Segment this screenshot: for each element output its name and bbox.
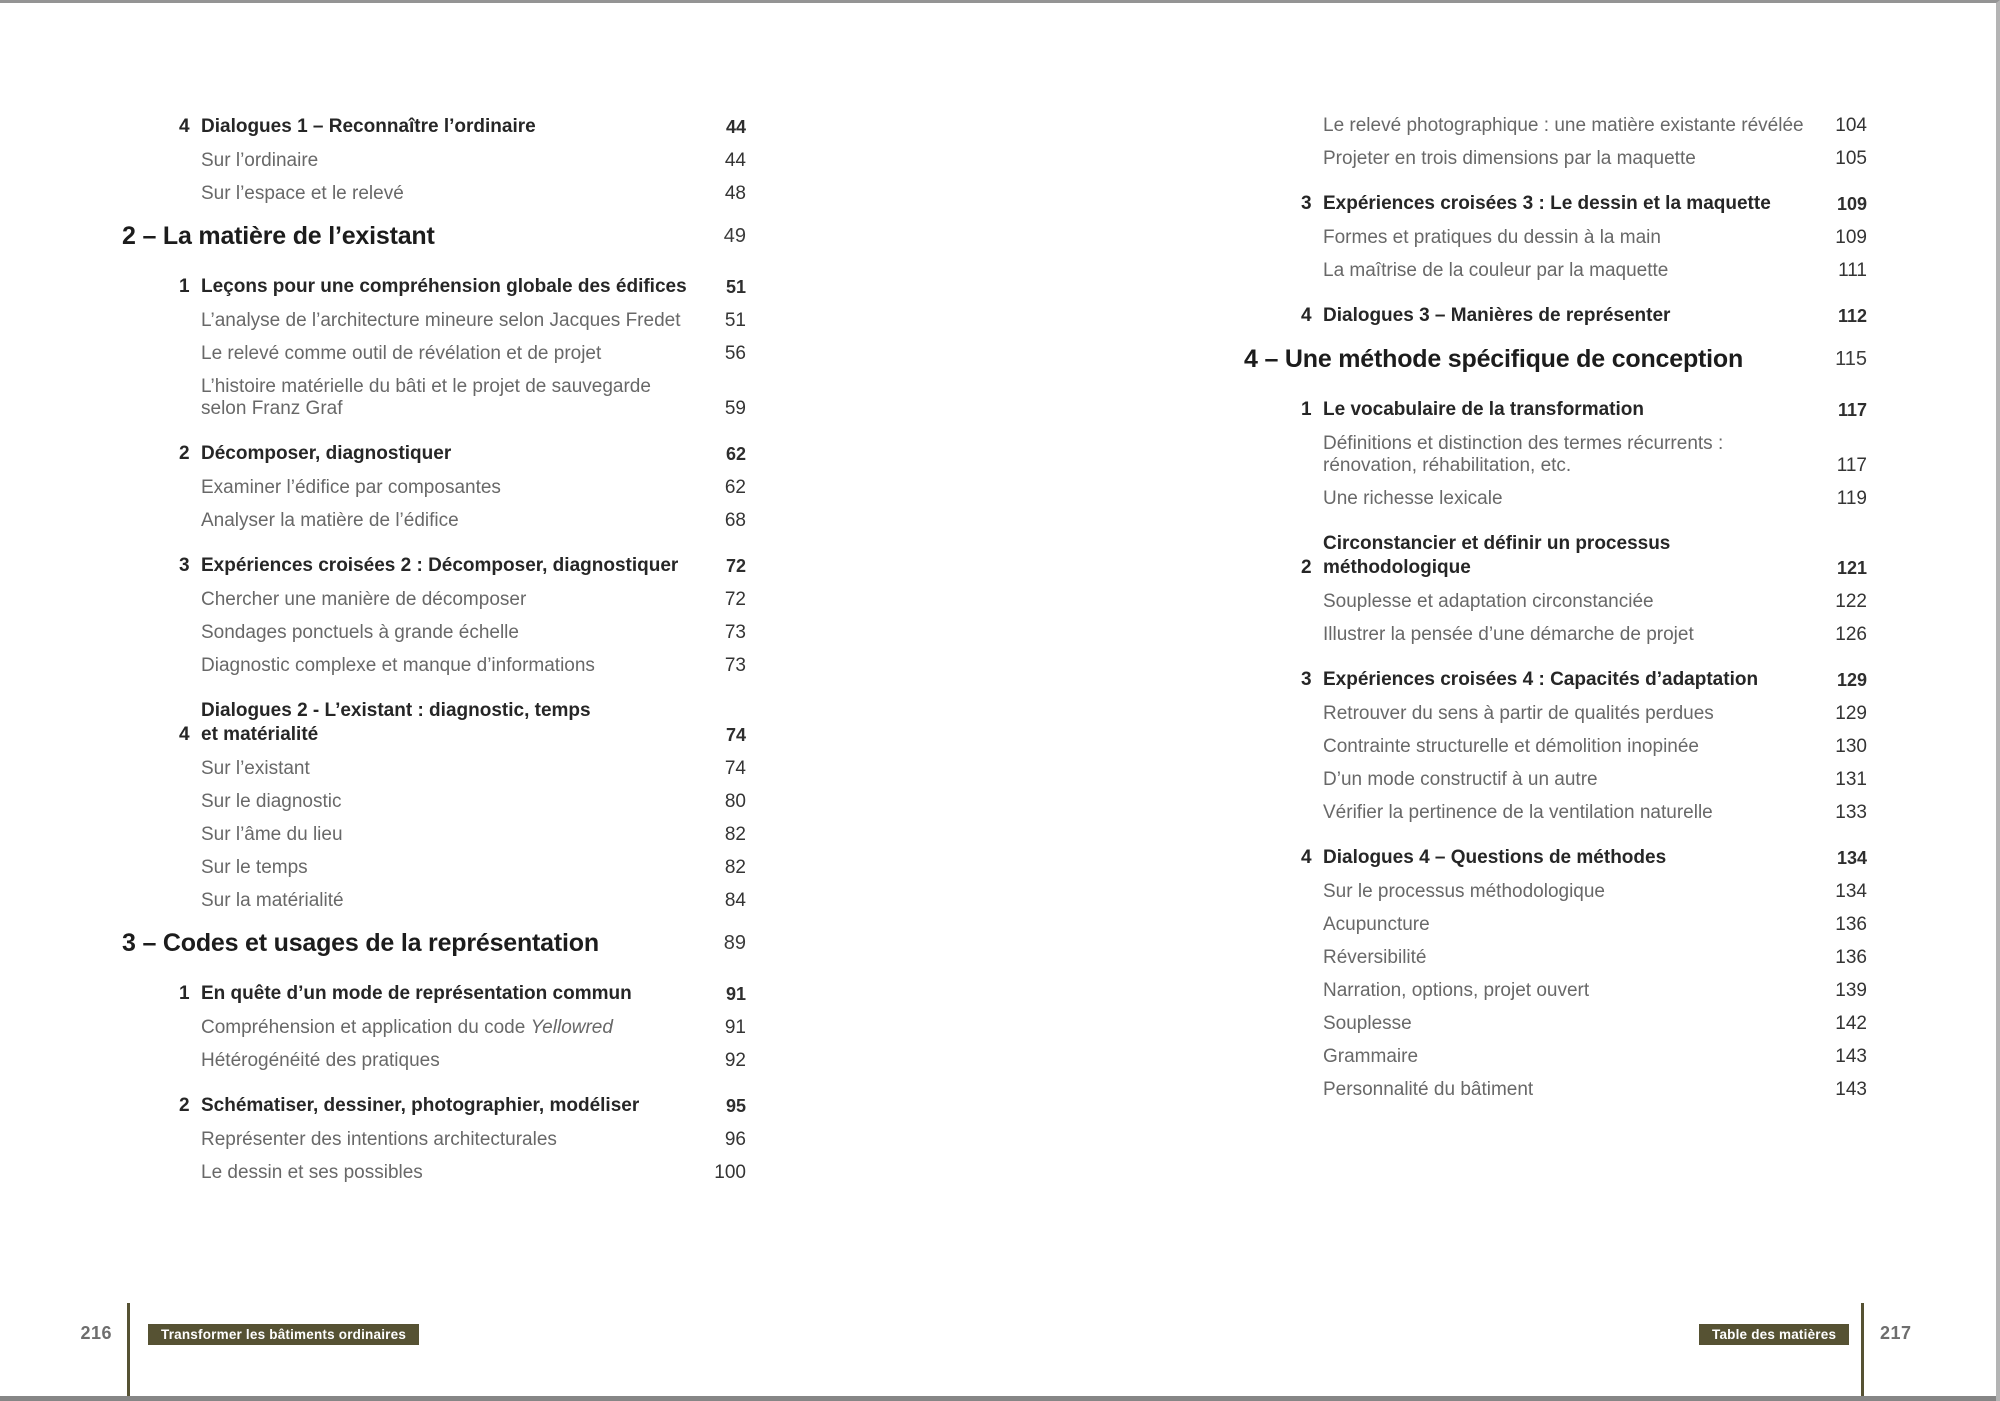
toc-chapter xyxy=(1244,192,1867,216)
entry-title: Réversibilité xyxy=(1323,947,1427,968)
entry-title: Dialogues 4 – Questions de méthodes xyxy=(1323,847,1667,868)
entry-title: Le dessin et ses possibles xyxy=(201,1162,423,1183)
entry-title: Narration, options, projet ouvert xyxy=(1323,980,1590,1001)
chapter-number: 4 xyxy=(1301,847,1312,868)
toc-item xyxy=(1244,914,1867,936)
toc-part xyxy=(122,927,746,959)
toc-item xyxy=(122,310,746,332)
entry-page: 92 xyxy=(724,1050,746,1071)
entry-title: Formes et pratiques du dessin à la main xyxy=(1323,227,1661,248)
entry-page: 73 xyxy=(724,655,746,676)
entry-page: 136 xyxy=(1835,947,1867,968)
toc-item xyxy=(1244,736,1867,758)
entry-title: Illustrer la pensée d’une démarche de projet xyxy=(1323,624,1694,645)
entry-title: Leçons pour une compréhension globale des édifices xyxy=(201,276,687,297)
entry-page: 109 xyxy=(1835,227,1867,248)
entry-title: Vérifier la pertinence de la ventilation naturelle xyxy=(1323,802,1713,823)
chapter-number: 1 xyxy=(179,983,190,1004)
toc-part xyxy=(122,220,746,252)
entry-title: Chercher une manière de décomposer xyxy=(201,589,527,610)
entry-page: 105 xyxy=(1835,148,1867,169)
toc-item xyxy=(122,343,746,365)
entry-title: Expériences croisées 2 : Décomposer, diagnostiquer xyxy=(201,555,679,576)
entry-title: Souplesse xyxy=(1323,1013,1412,1034)
chapter-number: 3 xyxy=(179,555,190,576)
entry-page: 84 xyxy=(724,890,746,911)
entry-page: 143 xyxy=(1835,1079,1867,1100)
entry-title-italic: Yellowred xyxy=(530,1017,613,1038)
toc-chapter xyxy=(1244,846,1867,870)
toc-item xyxy=(1244,488,1867,510)
entry-title: Sur la matérialité xyxy=(201,890,344,911)
entry-title: La maîtrise de la couleur par la maquette xyxy=(1323,260,1669,281)
toc-chapter xyxy=(122,1094,746,1118)
entry-title: Analyser la matière de l’édifice xyxy=(201,510,459,531)
running-title-badge-left: Transformer les bâtiments ordinaires xyxy=(148,1324,419,1345)
chapter-number: 1 xyxy=(1301,399,1312,420)
entry-title: Examiner l’édifice par composantes xyxy=(201,477,501,498)
chapter-number: 3 xyxy=(1301,669,1312,690)
toc-chapter xyxy=(122,699,746,747)
entry-page: 139 xyxy=(1835,980,1867,1001)
entry-page: 131 xyxy=(1835,769,1867,790)
entry-page: 109 xyxy=(1836,194,1867,214)
toc-chapter xyxy=(1244,398,1867,422)
toc-chapter xyxy=(122,275,746,299)
entry-page: 48 xyxy=(724,183,746,204)
toc-item xyxy=(1244,227,1867,249)
entry-page: 49 xyxy=(723,225,746,247)
folio-right: 217 xyxy=(1880,1323,1912,1343)
entry-title: Décomposer, diagnostiquer xyxy=(201,443,452,464)
entry-title: Schématiser, dessiner, photographier, modéliser xyxy=(201,1095,640,1116)
entry-page: 134 xyxy=(1835,881,1867,902)
entry-page: 80 xyxy=(724,791,746,812)
toc-item xyxy=(122,1050,746,1072)
toc-item xyxy=(122,890,746,912)
entry-title: D’un mode constructif à un autre xyxy=(1323,769,1598,790)
chapter-number: 2 xyxy=(1301,557,1312,578)
entry-title: Circonstancier et définir un processus méthodologique xyxy=(1323,533,1671,578)
entry-page: 62 xyxy=(724,477,746,498)
entry-title: Le relevé comme outil de révélation et de projet xyxy=(201,343,602,364)
toc-item xyxy=(1244,624,1867,646)
toc-item xyxy=(122,824,746,846)
entry-page: 100 xyxy=(714,1162,746,1183)
entry-page: 72 xyxy=(724,589,746,610)
toc-column-right xyxy=(1244,115,1867,1101)
footer-rule-right xyxy=(1861,1303,1864,1399)
entry-page: 112 xyxy=(1837,306,1867,326)
entry-title: Sur le processus méthodologique xyxy=(1323,881,1606,902)
entry-page: 111 xyxy=(1838,260,1867,281)
toc-chapter xyxy=(1244,668,1867,692)
toc-item xyxy=(1244,703,1867,725)
toc-item xyxy=(122,477,746,499)
toc-chapter xyxy=(122,442,746,466)
entry-title: Expériences croisées 4 : Capacités d’adaptation xyxy=(1323,669,1759,690)
entry-page: 82 xyxy=(724,857,746,878)
chapter-number: 4 xyxy=(1301,305,1312,326)
entry-page: 115 xyxy=(1835,348,1867,370)
toc-item xyxy=(122,1162,746,1184)
entry-title: 4 – Une méthode spécifique de conception xyxy=(1244,345,1744,373)
entry-page: 91 xyxy=(724,1017,746,1038)
entry-page: 133 xyxy=(1835,802,1867,823)
entry-title: Acupuncture xyxy=(1323,914,1430,935)
entry-page: 129 xyxy=(1835,703,1867,724)
entry-title: Une richesse lexicale xyxy=(1323,488,1503,509)
entry-page: 72 xyxy=(725,556,746,576)
entry-title: Souplesse et adaptation circonstanciée xyxy=(1323,591,1654,612)
toc-item xyxy=(122,589,746,611)
entry-title: 3 – Codes et usages de la représentation xyxy=(122,929,599,957)
chapter-number: 2 xyxy=(179,443,190,464)
entry-title: Définitions et distinction des termes récurrents : rénovation, réhabilitation, etc. xyxy=(1323,433,1724,476)
entry-page: 62 xyxy=(725,444,746,464)
entry-page: 117 xyxy=(1837,400,1867,420)
toc-item xyxy=(122,857,746,879)
entry-page: 74 xyxy=(724,758,746,779)
toc-item xyxy=(122,791,746,813)
toc-chapter xyxy=(1244,304,1867,328)
toc-item xyxy=(122,183,746,205)
toc-item xyxy=(122,622,746,644)
toc-item xyxy=(1244,947,1867,969)
toc-item xyxy=(122,1129,746,1151)
chapter-number: 2 xyxy=(179,1095,190,1116)
toc-item xyxy=(122,758,746,780)
toc-item xyxy=(1244,591,1867,613)
entry-page: 73 xyxy=(724,622,746,643)
entry-page: 122 xyxy=(1835,591,1867,612)
toc-item xyxy=(122,150,746,172)
toc-item xyxy=(1244,1013,1867,1035)
entry-title: Sur le temps xyxy=(201,857,308,878)
entry-page: 104 xyxy=(1835,115,1867,136)
entry-page: 129 xyxy=(1836,670,1867,690)
chapter-number: 4 xyxy=(179,724,190,745)
page-bottom-edge xyxy=(0,1396,1996,1401)
toc-item xyxy=(122,1017,746,1039)
toc-item xyxy=(1244,769,1867,791)
toc-item xyxy=(122,510,746,532)
toc-chapter xyxy=(122,554,746,578)
entry-page: 44 xyxy=(724,150,746,171)
toc-item xyxy=(1244,881,1867,903)
entry-title: Le vocabulaire de la transformation xyxy=(1323,399,1644,420)
footer-rule-left xyxy=(127,1303,130,1399)
entry-title: Hétérogénéité des pratiques xyxy=(201,1050,440,1071)
entry-title: Retrouver du sens à partir de qualités perdues xyxy=(1323,703,1714,724)
toc-item xyxy=(1244,148,1867,170)
toc-item xyxy=(1244,260,1867,282)
folio-left: 216 xyxy=(80,1323,112,1343)
entry-page: 51 xyxy=(724,310,746,331)
entry-page: 51 xyxy=(725,277,746,297)
entry-page: 121 xyxy=(1836,558,1867,578)
toc-item xyxy=(122,655,746,677)
toc-item xyxy=(1244,980,1867,1002)
entry-page: 134 xyxy=(1836,848,1867,868)
entry-page: 44 xyxy=(725,117,746,137)
entry-title: Sur le diagnostic xyxy=(201,791,342,812)
entry-page: 56 xyxy=(724,343,746,364)
entry-title: Sur l’espace et le relevé xyxy=(201,183,404,204)
entry-title: L’analyse de l’architecture mineure selon Jacques Fredet xyxy=(201,310,681,331)
entry-page: 89 xyxy=(723,932,746,954)
toc-chapter xyxy=(1244,532,1867,580)
entry-title: L’histoire matérielle du bâti et le projet de sauvegarde selon Franz Graf xyxy=(201,376,651,419)
entry-title: Le relevé photographique : une matière existante révélée xyxy=(1323,115,1804,136)
entry-page: 82 xyxy=(724,824,746,845)
toc-item xyxy=(1244,115,1867,137)
entry-title: Grammaire xyxy=(1323,1046,1419,1067)
entry-title: Expériences croisées 3 : Le dessin et la maquette xyxy=(1323,193,1771,214)
entry-title: Représenter des intentions architecturales xyxy=(201,1129,557,1150)
entry-page: 59 xyxy=(724,398,746,419)
entry-title: Contrainte structurelle et démolition inopinée xyxy=(1323,736,1699,757)
toc-item xyxy=(1244,433,1867,477)
entry-page: 91 xyxy=(725,984,746,1004)
toc-part xyxy=(1244,343,1867,375)
entry-title: Compréhension et application du code Yellowred xyxy=(201,1017,613,1038)
entry-page: 117 xyxy=(1836,455,1867,476)
entry-title: Sondages ponctuels à grande échelle xyxy=(201,622,519,643)
chapter-number: 1 xyxy=(179,276,190,297)
entry-page: 136 xyxy=(1835,914,1867,935)
entry-title: 2 – La matière de l’existant xyxy=(122,222,435,250)
entry-title: Dialogues 3 – Manières de représenter xyxy=(1323,305,1671,326)
toc-item xyxy=(1244,802,1867,824)
entry-page: 119 xyxy=(1836,488,1867,509)
entry-page: 130 xyxy=(1835,736,1867,757)
entry-title: Personnalité du bâtiment xyxy=(1323,1079,1534,1100)
running-title-badge-right: Table des matières xyxy=(1699,1324,1849,1345)
entry-page: 68 xyxy=(724,510,746,531)
entry-page: 142 xyxy=(1835,1013,1867,1034)
toc-item xyxy=(1244,1079,1867,1101)
chapter-number: 4 xyxy=(179,116,190,137)
entry-title: Projeter en trois dimensions par la maquette xyxy=(1323,148,1696,169)
entry-title: Diagnostic complexe et manque d’informations xyxy=(201,655,595,676)
entry-page: 126 xyxy=(1835,624,1867,645)
entry-page: 74 xyxy=(725,725,746,745)
toc-chapter xyxy=(122,982,746,1006)
entry-page: 96 xyxy=(724,1129,746,1150)
entry-title: En quête d’un mode de représentation commun xyxy=(201,983,632,1004)
toc-chapter xyxy=(122,115,746,139)
entry-page: 95 xyxy=(725,1096,746,1116)
entry-title: Sur l’existant xyxy=(201,758,310,779)
entry-page: 143 xyxy=(1835,1046,1867,1067)
toc-column-left xyxy=(122,115,746,1184)
entry-title: Dialogues 2 - L’existant : diagnostic, temps et matérialité xyxy=(201,700,591,745)
chapter-number: 3 xyxy=(1301,193,1312,214)
entry-title: Dialogues 1 – Reconnaître l’ordinaire xyxy=(201,116,536,137)
toc-item xyxy=(122,376,746,420)
entry-title: Sur l’âme du lieu xyxy=(201,824,343,845)
toc-item xyxy=(1244,1046,1867,1068)
entry-title: Sur l’ordinaire xyxy=(201,150,319,171)
